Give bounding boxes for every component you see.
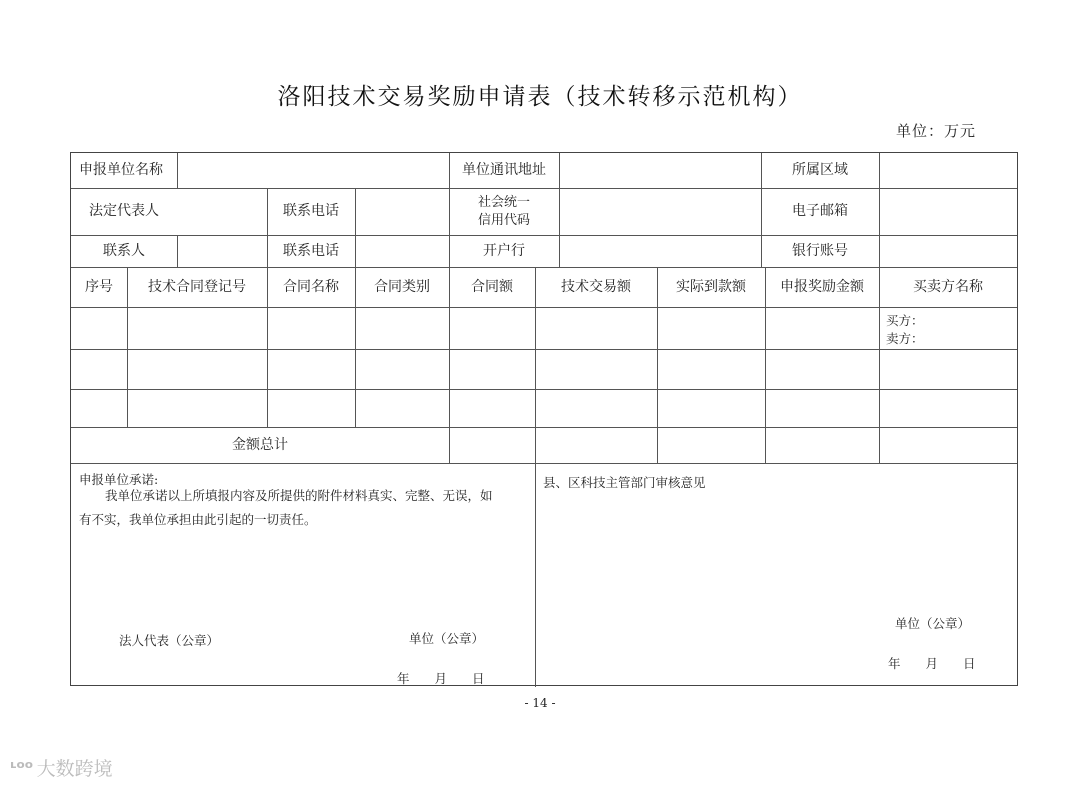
application-form <box>70 152 1018 686</box>
total-label: 金额总计 <box>232 436 288 453</box>
header-seq: 序号 <box>85 278 113 295</box>
account-label: 银行账号 <box>792 242 848 259</box>
watermark <box>10 754 113 781</box>
credit-code-label-line1: 社会统一 <box>477 194 530 210</box>
header-reward-amount: 申报奖励金额 <box>780 278 864 295</box>
unit-label: 单位：万元 <box>896 122 977 140</box>
seller-label: 卖方： <box>886 331 924 346</box>
legal-rep-label: 法定代表人 <box>89 203 159 220</box>
row-divider <box>71 349 1017 350</box>
applicant-name-label: 申报单位名称 <box>79 162 163 179</box>
watermark-text: 大数跨境 <box>36 758 113 780</box>
header-contract-type: 合同类别 <box>374 278 430 295</box>
page-number: - 14 - <box>524 696 556 710</box>
header-contract-name: 合同名称 <box>283 278 339 295</box>
contact-label: 联系人 <box>103 242 145 259</box>
commitment-date: 年 月 日 <box>397 671 485 686</box>
review-heading: 县、区科技主管部门审核意见 <box>543 475 706 490</box>
credit-code-label <box>449 188 559 235</box>
buyer-label: 买方： <box>886 313 924 328</box>
header-contract-amount: 合同额 <box>471 278 513 295</box>
bank-label: 开户行 <box>483 242 525 259</box>
address-label: 单位通讯地址 <box>462 162 546 179</box>
header-actual-received: 实际到款额 <box>676 278 746 295</box>
header-contract-reg-no: 技术合同登记号 <box>148 278 246 295</box>
review-unit-seal-label: 单位（公章） <box>895 616 971 631</box>
watermark-logo-icon: ᶫᵒᵒ <box>10 756 33 779</box>
region-label: 所属区域 <box>792 162 848 179</box>
header-buyer-seller: 买卖方名称 <box>913 278 983 295</box>
header-tech-trade-amount: 技术交易额 <box>561 278 631 295</box>
commitment-line1: 我单位承诺以上所填报内容及所提供的附件材料真实、完整、无误，如 <box>105 488 493 503</box>
row-divider <box>71 389 1017 390</box>
email-label: 电子邮箱 <box>792 203 848 220</box>
unit-seal-label: 单位（公章） <box>409 631 485 646</box>
commitment-heading: 申报单位承诺: <box>79 472 159 487</box>
phone-label: 联系电话 <box>283 242 339 259</box>
row-divider <box>71 307 1017 308</box>
legal-rep-seal-label: 法人代表（公章） <box>119 633 220 648</box>
row-divider <box>71 463 1017 464</box>
commitment-line2: 有不实，我单位承担由此引起的一切责任。 <box>79 512 317 527</box>
col-divider <box>535 267 536 687</box>
review-date: 年 月 日 <box>888 656 976 671</box>
credit-code-label-line2: 信用代码 <box>477 212 530 228</box>
phone-label: 联系电话 <box>283 203 339 220</box>
col-divider <box>559 153 560 267</box>
form-title: 洛阳技术交易奖励申请表（技术转移示范机构） <box>277 84 803 110</box>
col-divider <box>177 235 178 267</box>
col-divider <box>355 188 356 267</box>
col-divider <box>879 153 880 267</box>
